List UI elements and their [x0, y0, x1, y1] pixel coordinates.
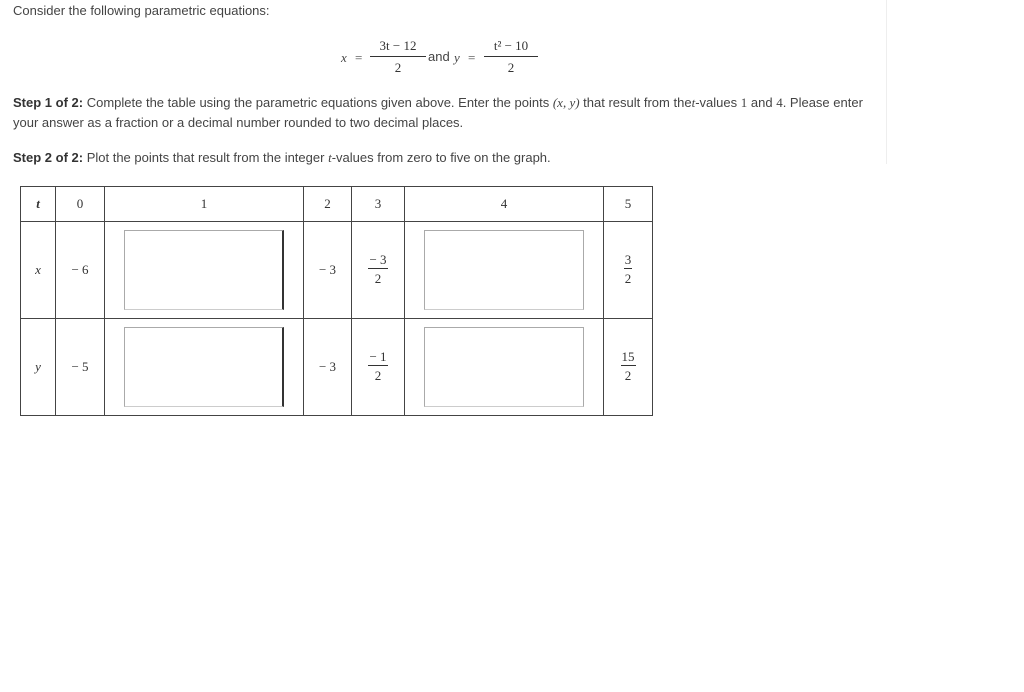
and-text: and	[428, 49, 450, 64]
t-value-cell: 5	[604, 187, 653, 222]
t-variable: t	[691, 95, 696, 110]
x-answer-input-t4[interactable]	[424, 230, 584, 310]
x-answer-input-t1[interactable]	[124, 230, 284, 310]
x-row	[21, 222, 653, 319]
y-t5-numerator: 15	[621, 348, 635, 364]
and-word: and	[750, 95, 773, 110]
x-equation-fraction	[370, 38, 426, 76]
y-answer-input-t1[interactable]	[124, 327, 284, 407]
x-t3-denominator: 2	[374, 270, 382, 286]
t-variable: t	[328, 150, 332, 165]
step-1-text-c: -values	[695, 95, 738, 110]
step-2-label: Step 2 of 2:	[13, 150, 84, 165]
x-input-cell-t1	[105, 222, 304, 319]
y-row	[21, 319, 653, 416]
x-row-label: x	[21, 222, 56, 319]
y-equation-fraction	[484, 38, 538, 76]
parametric-equations	[0, 38, 886, 78]
step-1-text: Complete the table using the parametric equations given above. Enter the points	[86, 95, 550, 110]
step-1-text-b: that result from the	[583, 95, 692, 110]
y-t3-denominator: 2	[374, 367, 382, 383]
y-value-t3	[352, 319, 405, 416]
step-1-label: Step 1 of 2:	[13, 95, 84, 110]
x-equals: =	[355, 50, 363, 65]
x-numerator: 3t − 12	[370, 38, 426, 57]
point-notation: (x, y)	[552, 95, 580, 110]
step-2-instructions	[13, 148, 863, 168]
y-numerator: t² − 10	[484, 38, 538, 57]
content-right-border	[886, 0, 887, 164]
x-variable: x	[341, 50, 347, 65]
y-input-cell-t1	[105, 319, 304, 416]
step-1-instructions	[13, 93, 863, 133]
y-t5-denominator: 2	[624, 367, 632, 383]
y-equals: =	[468, 50, 476, 65]
x-t5-denominator: 2	[624, 270, 632, 286]
x-value-t0: − 6	[56, 222, 105, 319]
parametric-table	[20, 186, 653, 416]
x-value-t5	[604, 222, 653, 319]
intro-text: Consider the following parametric equations:	[13, 3, 270, 18]
x-value-t3	[352, 222, 405, 319]
t-value-cell: 4	[405, 187, 604, 222]
t-value-cell: 1	[105, 187, 304, 222]
y-value-t5	[604, 319, 653, 416]
y-input-cell-t4	[405, 319, 604, 416]
y-denominator: 2	[507, 60, 515, 75]
t-row	[21, 187, 653, 222]
y-fraction-t5	[621, 350, 636, 382]
x-t5-numerator: 3	[624, 251, 632, 267]
y-answer-input-t4[interactable]	[424, 327, 584, 407]
y-value-t0: − 5	[56, 319, 105, 416]
step-1-text-d: . Please enter your answer as a fraction or a decimal number rounded to two decimal places.	[13, 95, 863, 130]
t-value-4: 4	[776, 95, 783, 110]
t-value-cell: 0	[56, 187, 105, 222]
y-variable: y	[454, 50, 460, 65]
x-fraction-t5	[624, 253, 633, 285]
x-denominator: 2	[394, 60, 402, 75]
x-input-cell-t4	[405, 222, 604, 319]
x-value-t2: − 3	[304, 222, 352, 319]
y-fraction-t3	[368, 350, 387, 382]
y-row-label: y	[21, 319, 56, 416]
step-2-text: Plot the points that result from the integer	[86, 150, 325, 165]
y-value-t2: − 3	[304, 319, 352, 416]
t-header: t	[21, 187, 56, 222]
t-value-1: 1	[740, 95, 748, 110]
t-value-cell: 2	[304, 187, 352, 222]
t-value-cell: 3	[352, 187, 405, 222]
x-fraction-t3	[368, 253, 387, 285]
y-t3-numerator: − 1	[369, 348, 387, 364]
step-2-text-b: -values from zero to five on the graph.	[331, 150, 551, 165]
x-t3-numerator: − 3	[369, 251, 387, 267]
